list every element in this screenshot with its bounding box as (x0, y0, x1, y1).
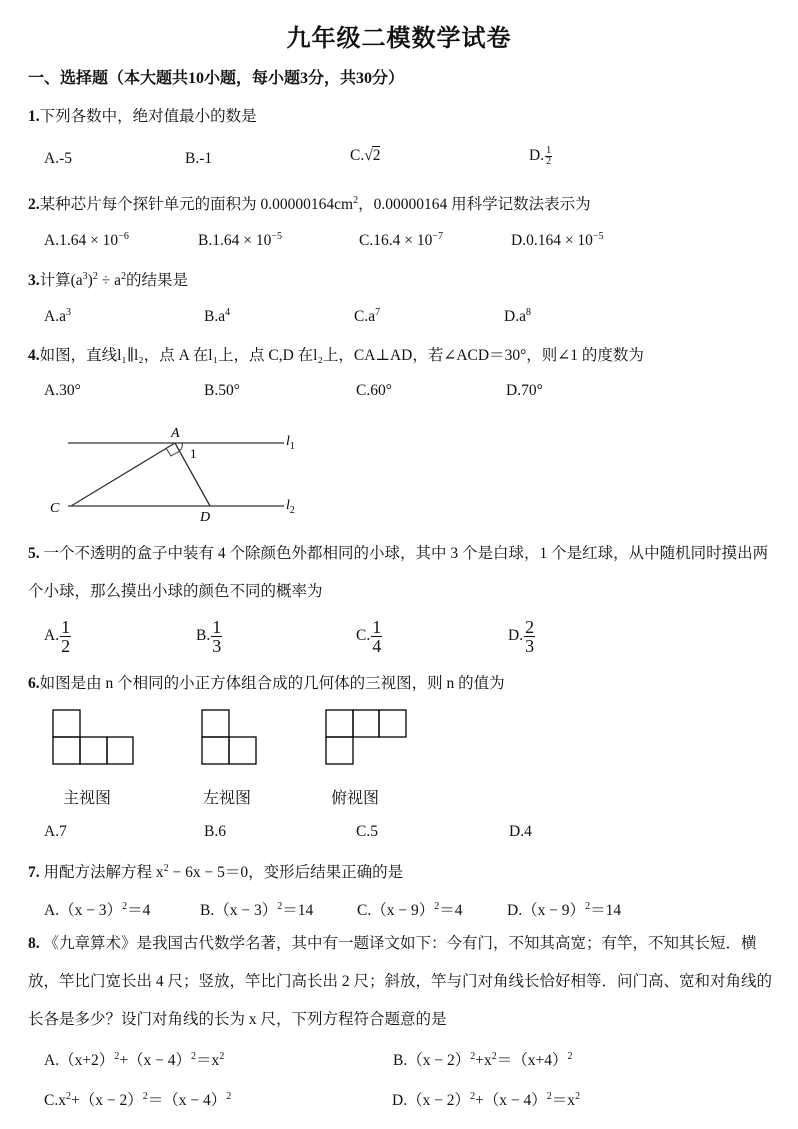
question-2: 2.某种芯片每个探针单元的面积为 $0.00000164cm^2$，0.00000164 用科学记数法表示为 (28, 195, 591, 213)
option-c: $C.(x - 9)^2=4$ (357, 901, 463, 919)
question-text: 一个不透明的盒子中装有 4 个除颜色外都相同的小球，其中 3 个是白球，1 个是红球，从中随机同时摸出两个小球，那么摸出小球的颜色不同的概率为 (28, 545, 769, 600)
label-angle-1: 1 (190, 446, 197, 461)
option-b: $B.(x - 2)^2+x^2=(x+4)^2$ (393, 1051, 573, 1069)
option-c: $C.a^7$ (354, 307, 381, 325)
label-a: A (171, 426, 180, 441)
label-l1: $l_1$ (286, 434, 295, 452)
option-a: A. $\frac{1}{2}$ (44, 617, 71, 656)
question-text: 如图是由 n 个相同的小正方体组合成的几何体的三视图，则 n 的值为 (39, 675, 505, 692)
side-view-figure (200, 708, 262, 768)
question-7: 7. 用配方法解方程 $x^2 - 6x - 5=0$，变形后结果正确的是 (28, 863, 404, 881)
option-a: $A.a^3$ (44, 307, 71, 325)
option-a: $A.1.64 \times 10^{-6}$ (44, 231, 129, 249)
segment-ca (71, 443, 175, 506)
question-number: 2. (28, 196, 40, 213)
option-c: $C.x^2+(x - 2)^2=(x - 4)^2$ (44, 1091, 232, 1109)
question-5 (28, 535, 773, 611)
option-a: A.7 (44, 823, 67, 840)
option-d: $D.(x - 9)^2=14$ (507, 901, 622, 919)
question-6 (28, 671, 505, 693)
question-text: 下列各数中，绝对值最小的数是 (39, 108, 257, 125)
option-c: $C.16.4 \times 10^{-7}$ (359, 231, 443, 249)
label-d: D (200, 510, 211, 525)
page-title: 九年级二模数学试卷 (286, 26, 512, 52)
question-number: 7. (28, 864, 40, 881)
top-view-figure (324, 708, 414, 768)
section-heading: 一、选择题（本大题共10小题，每小题3分，共30分） (28, 70, 405, 87)
option-b: $B.(x - 3)^2=14$ (200, 901, 314, 919)
option-a: A.30° (44, 382, 81, 399)
option-c: C. $\frac{1}{4}$ (356, 617, 382, 656)
option-d: D.70° (506, 382, 543, 399)
option-d: D.4 (509, 823, 532, 840)
question-number: 5. (28, 545, 40, 562)
parallel-lines-figure (40, 420, 320, 530)
option-c: C.√2 (350, 147, 381, 164)
option-b: B.6 (204, 823, 226, 840)
sqrt-sign: √ (364, 147, 373, 164)
question-8 (28, 925, 773, 1039)
option-a: $A.(x - 3)^2=4$ (44, 901, 151, 919)
question-3: 3.计算$(a^3)^2 \div a^2$的结果是 (28, 271, 188, 289)
question-number: 1. (28, 108, 40, 125)
question-number: 4. (28, 347, 40, 364)
front-view-figure (50, 708, 140, 768)
top-view-label: 俯视图 (331, 788, 380, 807)
option-d: $D.0.164 \times 10^{-5}$ (511, 231, 604, 249)
question-number: 8. (28, 935, 40, 952)
side-view-label: 左视图 (203, 788, 252, 807)
option-c: C.5 (356, 823, 378, 840)
question-text: 《九章算术》是我国古代数学名著，其中有一题译文如下：今有门，不知其高宽；有竿，不知其长短．横放，竿比门宽长出 4 尺；竖放，竿比门高长出 2 尺；斜放，竿与门对角线长恰好相等．问门高、宽和对角线的长各是多少？设门对角线的长为 x 尺，下列方程符合题意的是 (28, 935, 773, 1028)
option-b: B.50° (204, 382, 240, 399)
question-number: 6. (28, 675, 40, 692)
option-d: $D.a^8$ (504, 307, 531, 325)
option-a: A.-5 (44, 150, 72, 167)
fraction: $\frac{1}{2}$ (546, 145, 552, 167)
front-view-label: 主视图 (63, 788, 112, 807)
label-l2: $l_2$ (286, 498, 295, 516)
option-b: B. $\frac{1}{3}$ (196, 617, 222, 656)
option-b: $B.1.64 \times 10^{-5}$ (198, 231, 282, 249)
option-c: C.60° (356, 382, 392, 399)
question-4 (28, 343, 644, 365)
question-text: 如图，直线l₁∥l₂，点 A 在l₁上，点 C,D 在l₂上，CA⊥AD，若∠ACD＝30°，则∠1 的度数为 (39, 347, 644, 364)
option-d: $D.(x - 2)^2+(x - 4)^2=x^2$ (392, 1091, 581, 1109)
question-1 (28, 104, 257, 126)
option-b: B.-1 (185, 150, 213, 167)
question-number: 3. (28, 272, 40, 289)
label-c: C (50, 501, 60, 516)
option-a: $A.(x+2)^2+(x - 4)^2=x^2$ (44, 1051, 225, 1069)
option-d: D. $\frac{2}{3}$ (508, 617, 535, 656)
option-b: $B.a^4$ (204, 307, 231, 325)
option-d: D. $\frac{1}{2}$ (529, 145, 552, 167)
